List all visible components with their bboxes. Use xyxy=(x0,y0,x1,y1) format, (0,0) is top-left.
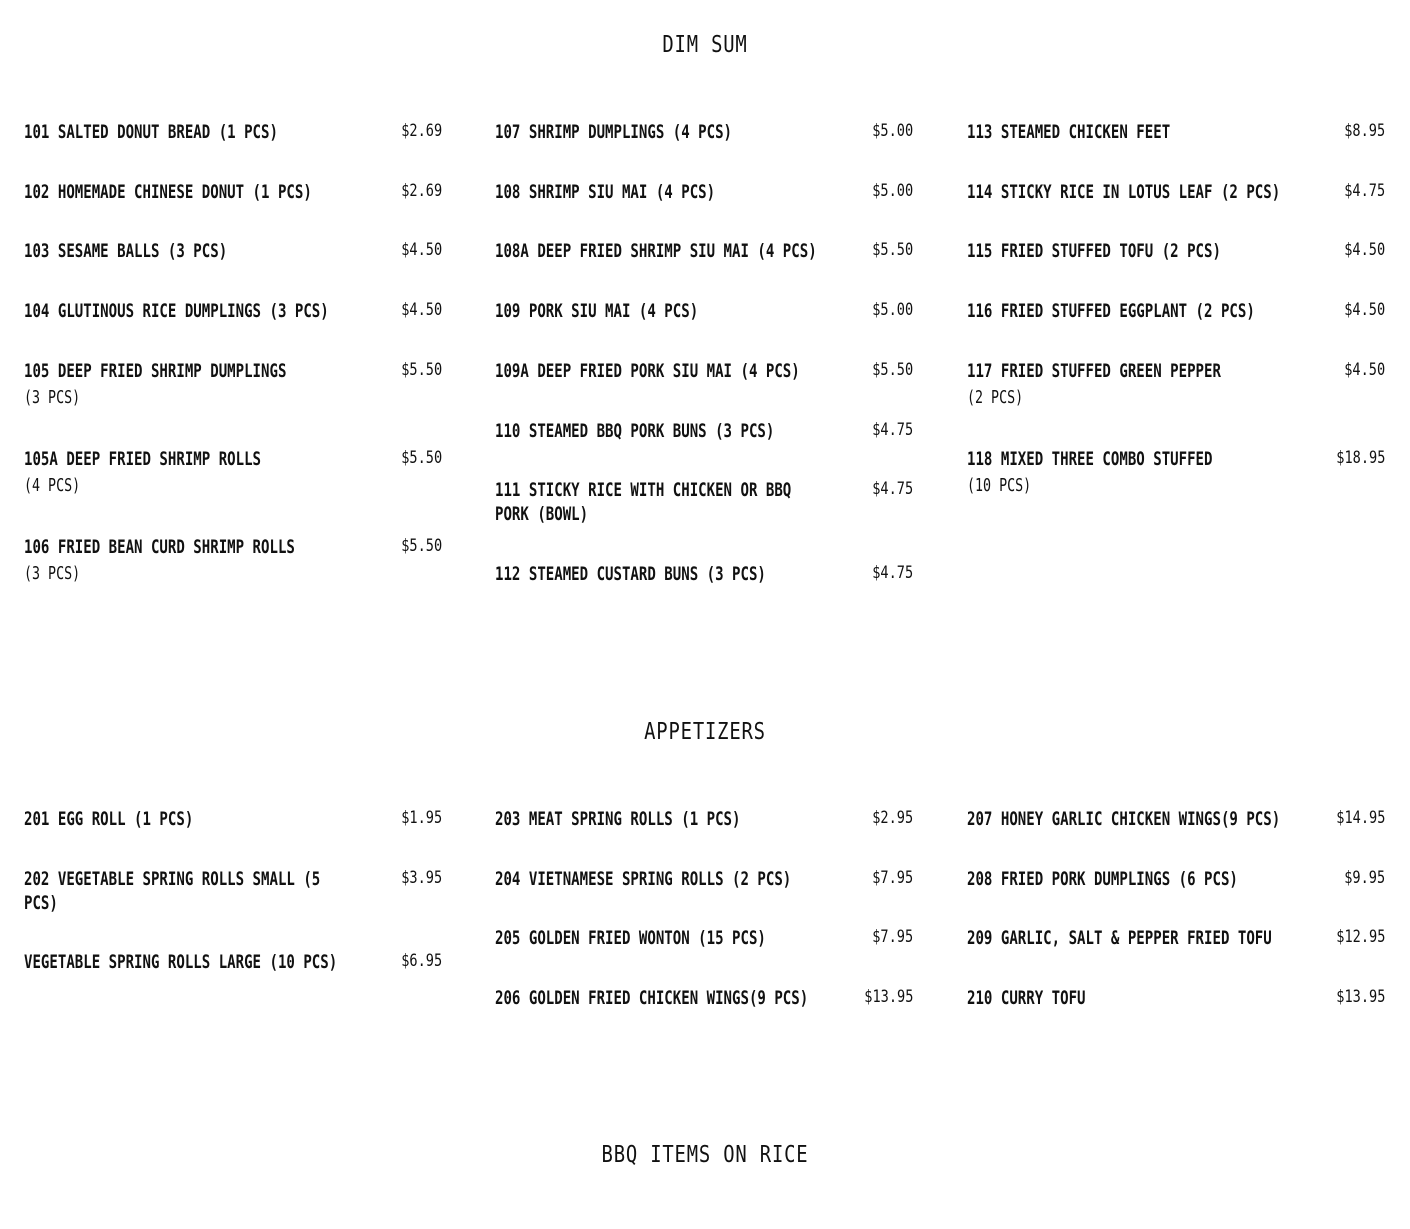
item-name: 103 SESAME BALLS (3 PCS) xyxy=(24,240,228,262)
item-quantity: (4 PCS) xyxy=(24,475,81,496)
item-name: 106 FRIED BEAN CURD SHRIMP ROLLS xyxy=(24,536,295,558)
item-price: $4.50 xyxy=(1344,360,1385,380)
item-name: 101 SALTED DONUT BREAD (1 PCS) xyxy=(24,121,278,143)
item-name: 208 FRIED PORK DUMPLINGS (6 PCS) xyxy=(967,868,1238,890)
item-price: $2.69 xyxy=(401,121,442,141)
item-price: $5.50 xyxy=(401,360,442,380)
item-name: 117 FRIED STUFFED GREEN PEPPER xyxy=(967,360,1221,382)
item-price: $5.50 xyxy=(872,360,913,380)
item-name: VEGETABLE SPRING ROLLS LARGE (10 PCS) xyxy=(24,951,338,973)
item-quantity: (3 PCS) xyxy=(24,563,81,584)
item-name: 115 FRIED STUFFED TOFU (2 PCS) xyxy=(967,240,1221,262)
item-price: $5.00 xyxy=(872,121,913,141)
item-price: $4.75 xyxy=(872,420,913,440)
section-title-bbq-items-on-rice: BBQ ITEMS ON RICE xyxy=(601,1142,809,1168)
item-price: $4.50 xyxy=(401,240,442,260)
item-name: 113 STEAMED CHICKEN FEET xyxy=(967,121,1171,143)
item-name: 102 HOMEMADE CHINESE DONUT (1 PCS) xyxy=(24,181,312,203)
item-name: 201 EGG ROLL (1 PCS) xyxy=(24,808,194,830)
item-price: $7.95 xyxy=(872,927,913,947)
item-price: $2.95 xyxy=(872,808,913,828)
item-price: $4.75 xyxy=(872,479,913,499)
item-name: 107 SHRIMP DUMPLINGS (4 PCS) xyxy=(495,121,733,143)
item-price: $9.95 xyxy=(1344,868,1385,888)
item-price: $3.95 xyxy=(401,868,442,888)
item-name: 202 VEGETABLE SPRING ROLLS SMALL (5 PCS) xyxy=(24,868,321,914)
item-name: 105 DEEP FRIED SHRIMP DUMPLINGS xyxy=(24,360,287,382)
section-title-dim-sum: DIM SUM xyxy=(662,32,748,58)
item-name: 206 GOLDEN FRIED CHICKEN WINGS(9 PCS) xyxy=(495,987,809,1009)
item-price: $7.95 xyxy=(872,868,913,888)
item-quantity: (2 PCS) xyxy=(967,387,1024,408)
item-price: $8.95 xyxy=(1344,121,1385,141)
item-name: 204 VIETNAMESE SPRING ROLLS (2 PCS) xyxy=(495,868,792,890)
item-price: $5.00 xyxy=(872,300,913,320)
item-name: 111 STICKY RICE WITH CHICKEN OR BBQ PORK (BOWL) xyxy=(495,479,792,525)
item-name: 105A DEEP FRIED SHRIMP ROLLS xyxy=(24,448,262,470)
item-price: $5.50 xyxy=(401,536,442,556)
item-name: 205 GOLDEN FRIED WONTON (15 PCS) xyxy=(495,927,766,949)
item-name: 110 STEAMED BBQ PORK BUNS (3 PCS) xyxy=(495,420,775,442)
item-quantity: (10 PCS) xyxy=(967,475,1032,496)
item-price: $6.95 xyxy=(401,951,442,971)
item-name: 118 MIXED THREE COMBO STUFFED xyxy=(967,448,1213,470)
item-name: 108A DEEP FRIED SHRIMP SIU MAI (4 PCS) xyxy=(495,240,817,262)
item-price: $2.69 xyxy=(401,181,442,201)
item-name: 210 CURRY TOFU xyxy=(967,987,1086,1009)
item-quantity: (3 PCS) xyxy=(24,387,81,408)
item-name: 109A DEEP FRIED PORK SIU MAI (4 PCS) xyxy=(495,360,800,382)
item-name: 209 GARLIC, SALT & PEPPER FRIED TOFU xyxy=(967,927,1272,949)
item-price: $4.50 xyxy=(1344,240,1385,260)
item-price: $5.00 xyxy=(872,181,913,201)
item-name: 116 FRIED STUFFED EGGPLANT (2 PCS) xyxy=(967,300,1255,322)
item-price: $4.50 xyxy=(1344,300,1385,320)
item-price: $1.95 xyxy=(401,808,442,828)
item-price: $13.95 xyxy=(1335,987,1385,1007)
item-price: $4.75 xyxy=(872,563,913,583)
item-name: 114 STICKY RICE IN LOTUS LEAF (2 PCS) xyxy=(967,181,1281,203)
item-name: 203 MEAT SPRING ROLLS (1 PCS) xyxy=(495,808,741,830)
item-price: $12.95 xyxy=(1335,927,1385,947)
item-price: $18.95 xyxy=(1335,448,1385,468)
item-price: $4.50 xyxy=(401,300,442,320)
item-name: 109 PORK SIU MAI (4 PCS) xyxy=(495,300,699,322)
item-name: 207 HONEY GARLIC CHICKEN WINGS(9 PCS) xyxy=(967,808,1281,830)
item-name: 112 STEAMED CUSTARD BUNS (3 PCS) xyxy=(495,563,766,585)
item-price: $5.50 xyxy=(401,448,442,468)
item-name: 108 SHRIMP SIU MAI (4 PCS) xyxy=(495,181,716,203)
item-price: $14.95 xyxy=(1335,808,1385,828)
item-name: 104 GLUTINOUS RICE DUMPLINGS (3 PCS) xyxy=(24,300,329,322)
item-price: $5.50 xyxy=(872,240,913,260)
section-title-appetizers: APPETIZERS xyxy=(644,719,766,745)
item-price: $4.75 xyxy=(1344,181,1385,201)
item-price: $13.95 xyxy=(863,987,913,1007)
